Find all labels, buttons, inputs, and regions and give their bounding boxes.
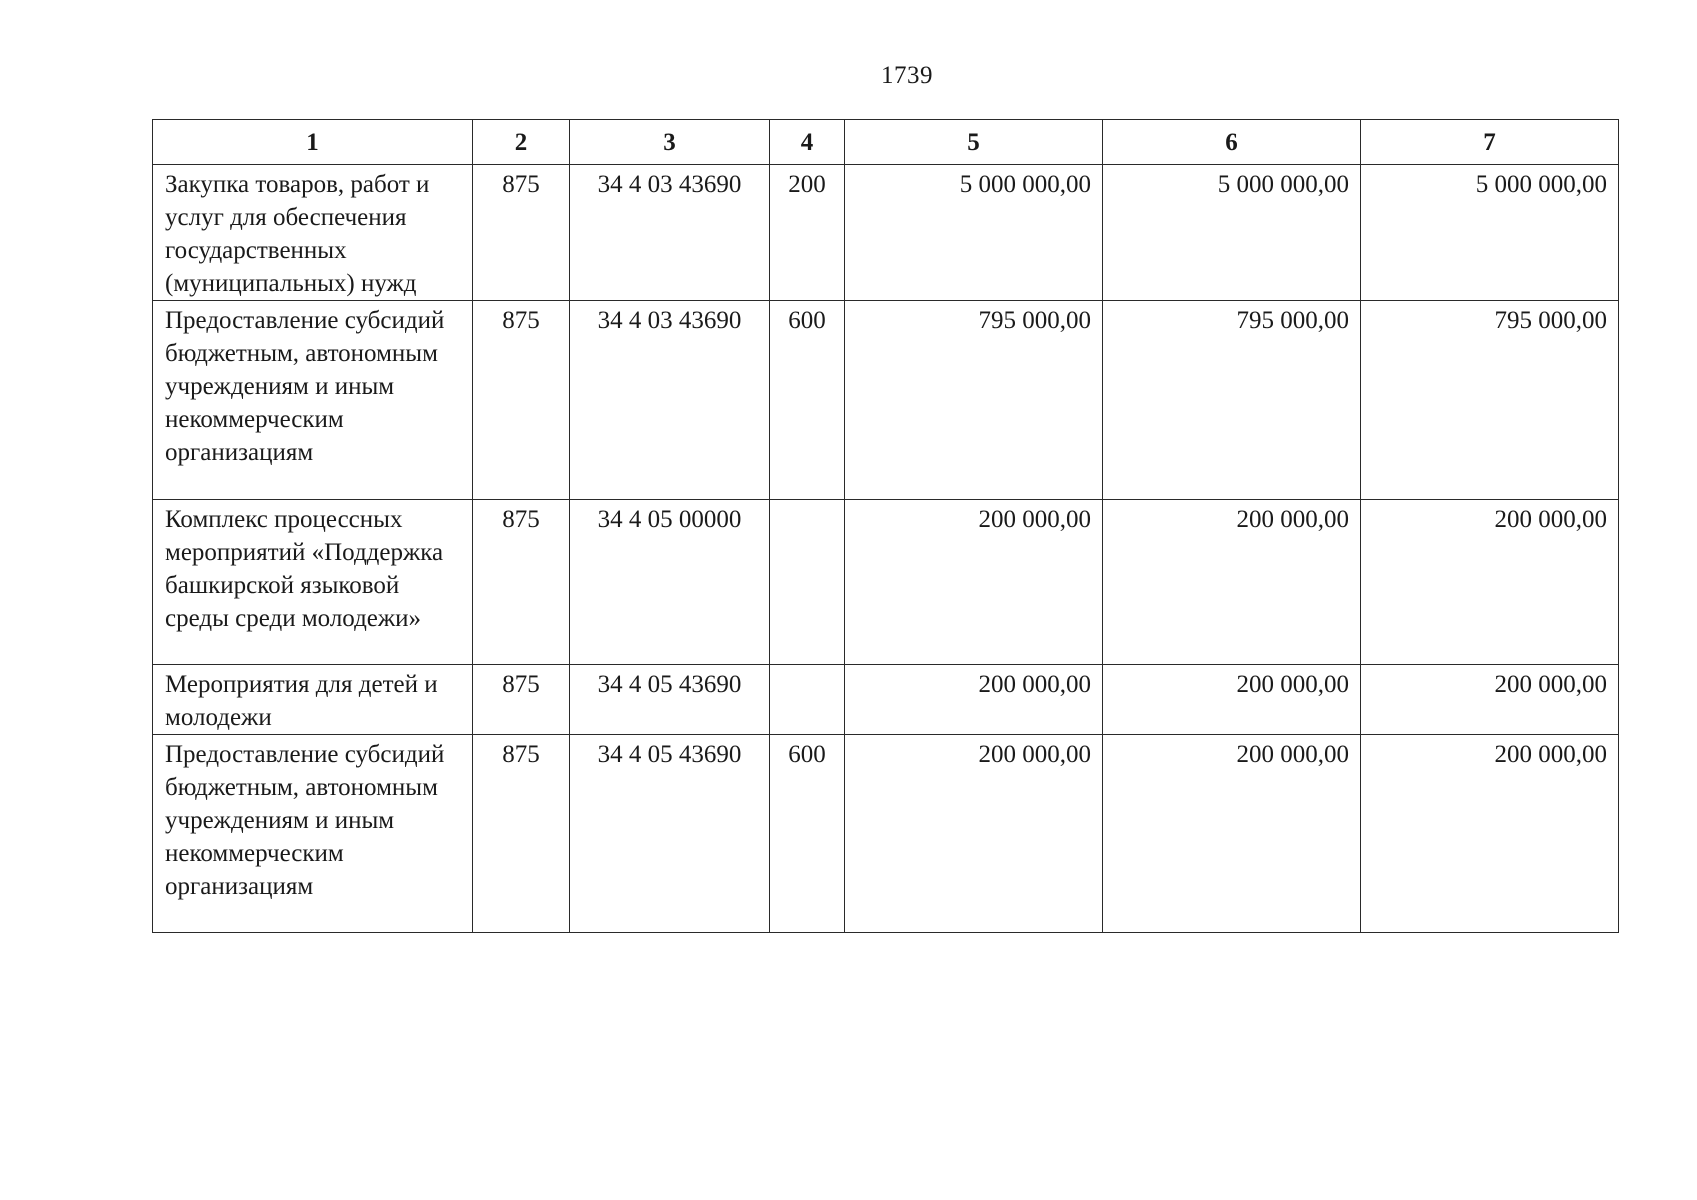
row-name-cell: Закупка товаров, работ и услуг для обеспечения государственных (муниципальных) нужд [153,165,473,301]
row-col7-cell: 795 000,00 [1361,301,1619,500]
row-col5-cell: 200 000,00 [845,735,1103,933]
row-col3-cell: 34 4 05 43690 [570,665,770,735]
row-col2-cell: 875 [473,500,570,665]
row-col3-cell: 34 4 05 00000 [570,500,770,665]
row-col4-cell: 600 [770,301,845,500]
budget-table [152,119,1619,933]
row-col2-cell: 875 [473,735,570,933]
header-col-1: 1 [153,120,473,165]
row-col4-cell [770,500,845,665]
header-col-7: 7 [1361,120,1619,165]
row-col2-cell: 875 [473,665,570,735]
row-col4-cell: 200 [770,165,845,301]
row-col5-cell: 5 000 000,00 [845,165,1103,301]
table-row [153,165,1619,301]
row-col2-cell: 875 [473,301,570,500]
row-col7-cell: 200 000,00 [1361,735,1619,933]
row-col5-cell: 200 000,00 [845,500,1103,665]
header-col-2: 2 [473,120,570,165]
row-col3-cell: 34 4 03 43690 [570,301,770,500]
row-col3-cell: 34 4 05 43690 [570,735,770,933]
row-col5-cell: 200 000,00 [845,665,1103,735]
header-col-4: 4 [770,120,845,165]
row-col6-cell: 5 000 000,00 [1103,165,1361,301]
row-col7-cell: 200 000,00 [1361,500,1619,665]
row-col6-cell: 200 000,00 [1103,500,1361,665]
row-col4-cell [770,665,845,735]
header-col-5: 5 [845,120,1103,165]
row-name-cell: Мероприятия для детей и молодежи [153,665,473,735]
header-col-3: 3 [570,120,770,165]
row-col7-cell: 5 000 000,00 [1361,165,1619,301]
table-header-row [153,120,1619,165]
row-col5-cell: 795 000,00 [845,301,1103,500]
page-number-text: 1739 [881,62,933,89]
page-number [0,62,1697,90]
table-row [153,735,1619,933]
table-row [153,301,1619,500]
row-col2-cell: 875 [473,165,570,301]
row-col4-cell: 600 [770,735,845,933]
row-col6-cell: 200 000,00 [1103,665,1361,735]
row-name-cell: Комплекс процессных мероприятий «Поддержка башкирской языковой среды среди молодежи» [153,500,473,665]
row-col6-cell: 200 000,00 [1103,735,1361,933]
row-col6-cell: 795 000,00 [1103,301,1361,500]
table-row [153,665,1619,735]
row-name-cell: Предоставление субсидий бюджетным, автономным учреждениям и иным некоммерческим организациям [153,301,473,500]
header-col-6: 6 [1103,120,1361,165]
row-name-cell: Предоставление субсидий бюджетным, автономным учреждениям и иным некоммерческим организациям [153,735,473,933]
row-col7-cell: 200 000,00 [1361,665,1619,735]
table-row [153,500,1619,665]
row-col3-cell: 34 4 03 43690 [570,165,770,301]
